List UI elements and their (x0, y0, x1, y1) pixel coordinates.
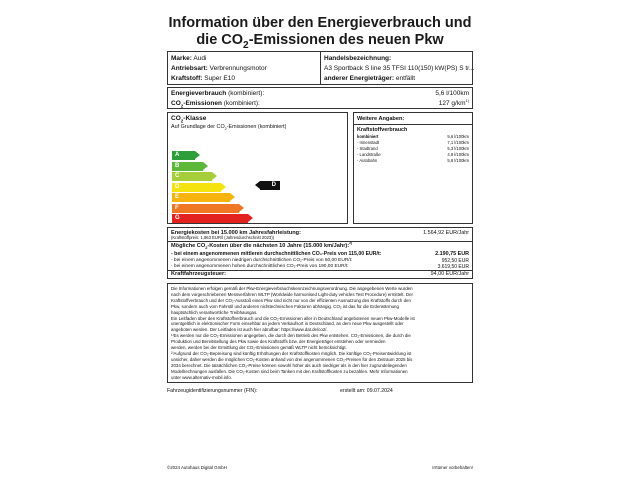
vehicle-info-box (167, 51, 473, 85)
co2-class-subtitle-suffix: -Emissionen (kombiniert) (226, 124, 287, 130)
tax-label: Kraftfahrzeugsteuer: (171, 271, 227, 277)
co2-class-bar: B (172, 162, 203, 171)
co2-class-box (167, 112, 348, 224)
co2-class-title-prefix: CO (171, 115, 181, 122)
weitere-divider (354, 124, 472, 125)
co2-class-title-subscript: 2 (180, 118, 184, 124)
co2-label-suffix: -Emissionen (183, 100, 222, 107)
page-title-line1: Information über den Energieverbrauch und (168, 15, 472, 31)
note-line: unter www.alternativ-mobil.info. (171, 374, 233, 380)
fuel-row-label: - Innenstadt (357, 140, 380, 145)
co2-value: 127 g/km (438, 100, 466, 107)
title-co2-prefix: die CO (196, 32, 244, 48)
note-line: werden, werden bei der Ermittlung der CO₂-Emissionen gemäß WLTP nicht berücksichtigt. (171, 345, 347, 350)
tax-value: 94,00 EUR/Jahr (430, 271, 469, 277)
co2-cost-title-prefix: Mögliche CO (171, 243, 206, 249)
fuel-row-value: 5,6 l/100km (447, 134, 469, 139)
created-date: erstellt am: 09.07.2024 (340, 388, 393, 394)
fuel-row-label: kombiniert (357, 134, 379, 139)
energy-label: Energieverbrauch (171, 90, 227, 97)
co2-value-row (438, 97, 469, 108)
note-line: unentgeltlich in elektronischer Form einsehbar an jedem Verkaufsort in Deutschland, an dem neue Pkw ausgestellt oder (171, 321, 404, 327)
note-line: unsicher, daher werden die möglichen CO₂-Kosten anhand von drei angenommenen CO₂-Preisen für den Zeitraum 2025 bis (171, 356, 413, 362)
handels-label: Handelsbezeichnung: (324, 55, 392, 62)
co2-cost-row-value: 2.190,75 EUR (435, 251, 469, 257)
note-line: Produktion und Bereitstellung des Pkw sowie des Kraftstoffs bzw. der Energieträger entstehen oder vermieden (171, 339, 386, 345)
co2-class-bar: A (172, 151, 195, 160)
note-line: angeboten werden. Der Leitfaden ist auch hier abrufbar: https://www.dat.de/co2/. (171, 327, 328, 333)
weitere-angaben-box (353, 112, 473, 224)
fuel-row-value: 5,8 l/100km (447, 158, 469, 163)
title-co2-subscript: 2 (243, 39, 249, 51)
co2-label (171, 100, 222, 107)
co2-cost-row-value: 952,50 EUR (441, 257, 469, 264)
co2-cost-title-subscript: 2 (205, 245, 208, 251)
energy-cost-value: 1.564,92 EUR/Jahr (423, 230, 469, 236)
marke-label: Marke: (171, 55, 192, 62)
co2-footnote-marker: 1) (465, 97, 469, 103)
weitere-title: Weitere Angaben: (357, 116, 405, 122)
fuel-row-label: - Landstraße (357, 152, 381, 157)
co2-cost-row-label: - bei einem angenommenen niedrigen durchschnittlichen CO₂-Preis von 50,00 EUR/t: (171, 257, 353, 263)
co2-row (171, 100, 260, 108)
antrieb-value: Verbrennungsmotor (209, 65, 267, 72)
co2-cost-title (171, 242, 352, 250)
title-co2-suffix: -Emissionen des neuen Pkw (248, 32, 444, 48)
co2-cost-row-value: 3.619,50 EUR (437, 264, 469, 270)
energietraeger-label: anderer Energieträger: (324, 75, 395, 82)
page-title-line2 (0, 32, 640, 49)
marke-row (171, 55, 206, 63)
co2-cost-footnote-marker: 2) (349, 241, 353, 246)
fuel-row-label: - Stadtrand (357, 146, 378, 151)
co2-label-subscript: 2 (180, 103, 184, 109)
kraftstoff-value: Super E10 (204, 75, 235, 82)
note-line: nach dem vorgeschriebenen Messverfahren WLTP (Worldwide harmonised Light-duty vehicles Test Procedure) ermittelt. Der (171, 291, 413, 297)
note-line: hauptsächlich verantwortliche Treibhausgas. (171, 309, 258, 315)
co2-cost-title-suffix: -Kosten über die nächsten 10 Jahre (15.000 km/Jahr): (207, 243, 350, 249)
energietraeger-value: entfällt (395, 75, 416, 82)
note-line: Ein Leitfaden über den Kraftstoffverbrauch und die CO₂-Emissionen aller in Deutschland angebotenen neuen Pkw-Modelle ist (171, 315, 415, 321)
note-line: Kraftstoffverbrauch und der CO₂-Ausstoß eines Pkw sind nicht nur von der effizienten Ausnutzung des Kraftstoffs durch den (171, 297, 411, 303)
co2-cost-row-label: - bei einem angenommenen hohen durchschnittlichen CO₂-Preis von 190,00 EUR/t: (171, 264, 349, 269)
antrieb-row (171, 65, 267, 73)
co2-class-bar: F (172, 204, 239, 213)
fuel-title: Kraftstoffverbrauch (357, 127, 408, 133)
costs-box (167, 227, 473, 279)
energietraeger-row (324, 75, 415, 83)
co2-class-bar: E (172, 193, 230, 202)
note-line: 2034 berechnet. Die tatsächlichen CO₂-Preise können sowohl höher als auch niedriger als in den hier zugrundeliegenden (171, 362, 407, 368)
copyright-text: ©2024 Autohaus Digital GmbH (167, 465, 227, 470)
co2-class-title (171, 115, 206, 123)
co2-label-prefix: CO (171, 100, 181, 107)
co2-class-bar: G (172, 214, 248, 223)
notes-box (167, 283, 473, 383)
kraftstoff-label: Kraftstoff: (171, 75, 203, 82)
fuel-row-label: - Autobahn (357, 158, 378, 163)
note-line: Die Informationen erfolgen gemäß der Pkw-Energieverbrauchskennzeichnungsverordnung. Die angegebenen Werte wurden (171, 286, 413, 291)
fuel-price-note: (Kraftstoffpreis: 1,863 EUR/l (Jahresdurchschnitt 2023)) (171, 235, 275, 240)
energy-sub-label: (kombiniert): (228, 90, 265, 97)
co2-class-subtitle-subscript: 2 (224, 127, 227, 132)
handels-value: A3 Sportback S line 35 TFSI 110(150) kW(PS) S tr... (324, 65, 475, 72)
co2-class-bar: C (172, 172, 212, 181)
disclaimer-text: Irrtümer vorbehalten! (432, 465, 473, 470)
note-line: Modellrechnungen ausfallen. Die CO₂-Kosten sind beim Tanken mit den Kraftstoffkosten zu bezahlen. Mehr Informationen (171, 368, 408, 374)
co2-sub-label: (kombiniert): (223, 100, 260, 107)
co2-class-subtitle (171, 123, 286, 131)
kraftstoff-row (171, 75, 235, 83)
note-line: ²⁾Aufgrund der CO₂-Bepreisung sind künftig Erhöhungen der Kraftstoffkosten möglich. Die künftige CO₂-Preisentwicklung ist (171, 350, 412, 356)
energy-value: 5,6 l/100km (435, 90, 469, 97)
co2-cost-row-label: - bei einem angenommenen mittleren durchschnittlichen CO₂-Preis von 115,00 EUR/t: (171, 251, 382, 257)
fin-label: Fahrzeugidentifizierungsnummer (FIN): (167, 388, 258, 394)
fuel-row-value: 5,3 l/100km (447, 146, 469, 151)
note-line: ¹⁾Es werden nur die CO₂-Emissionen angegeben, die durch den Betrieb des Pkw entstehen. CO₂-Emissionen, die durch die (171, 333, 411, 339)
antrieb-label: Antriebsart: (171, 65, 208, 72)
energy-row (171, 90, 264, 98)
current-class-marker: D (260, 181, 280, 190)
fuel-row-value: 4,9 l/100km (447, 152, 469, 157)
co2-class-bar: D (172, 183, 221, 192)
note-line: Pkw, sondern auch vom Fahrstil und anderen nichttechnischen Faktoren abhängig. CO₂ ist das für die Erderwärmung (171, 303, 399, 309)
energy-cost-label: Energiekosten bei 15.000 km Jahresfahrleistung: (171, 230, 301, 236)
vehicle-info-divider (320, 52, 321, 84)
consumption-box (167, 87, 473, 109)
marke-value: Audi (193, 55, 207, 62)
co2-class-subtitle-prefix: Auf Grundlage der CO (171, 124, 225, 130)
fuel-row-value: 7,1 l/100km (447, 140, 469, 145)
co2-class-title-suffix: -Klasse (183, 115, 207, 122)
